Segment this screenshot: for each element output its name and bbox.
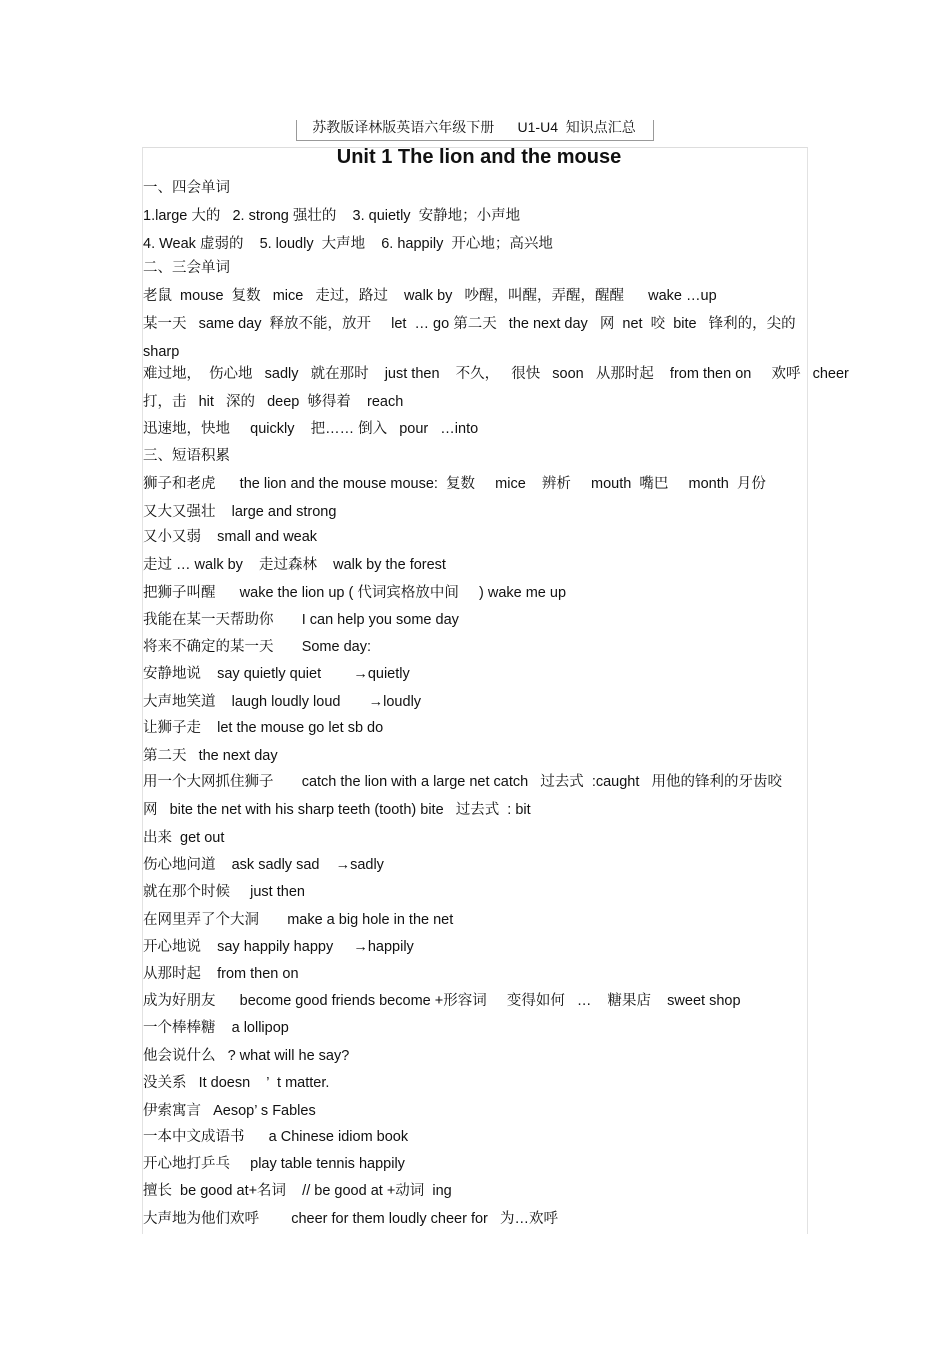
text-line: 三、短语积累	[143, 448, 230, 464]
text-line: 将来不确定的某一天 Some day:	[143, 639, 372, 655]
text-line: 迅速地，快地 quickly 把…… 倒入 pour …into	[143, 421, 479, 437]
text-line: 从那时起 from then on	[143, 966, 299, 982]
text-line: 开心地打乒乓 play table tennis happily	[143, 1156, 405, 1172]
text-line: 1.large 大的 2. strong 强壮的 3. quietly 安静地；小声地	[143, 208, 521, 224]
text-line: 让狮子走 let the mouse go let sb do	[143, 720, 384, 736]
text-line: 他会说什么 ? what will he say?	[143, 1048, 350, 1064]
text-line: 网 bite the net with his sharp teeth (tooth) bite 过去式 : bit	[143, 802, 531, 818]
text-line: 又小又弱 small and weak	[143, 529, 318, 545]
text-line: 出来 get out	[143, 830, 225, 846]
text-line: 二、三会单词	[143, 260, 230, 276]
text-line: 一本中文成语书 a Chinese idiom book	[143, 1129, 409, 1145]
text-line: 狮子和老虎 the lion and the mouse mouse: 复数 mice 辨析 mouth 嘴巴 month 月份	[143, 476, 766, 492]
text-line: 老鼠 mouse 复数 mice 走过，路过 walk by 吵醒，叫醒，弄醒，醒醒 wake …up	[143, 288, 717, 304]
text-line: 又大又强壮 large and strong	[143, 504, 337, 520]
text-line: 把狮子叫醒 wake the lion up ( 代词宾格放中间 ) wake me up	[143, 585, 567, 601]
text-line: 在网里弄了个大洞 make a big hole in the net	[143, 912, 454, 928]
text-line: 打，击 hit 深的 deep 够得着 reach	[143, 394, 404, 410]
text-line: 开心地说 say happily happy →happily	[143, 939, 414, 955]
text-line: 一个棒棒糖 a lollipop	[143, 1020, 289, 1036]
text-line: 成为好朋友 become good friends become +形容词 变得如何 … 糖果店 sweet shop	[143, 993, 741, 1009]
text-line: 难过地， 伤心地 sadly 就在那时 just then 不久， 很快 soon 从那时起 from then on 欢呼 cheer	[143, 366, 849, 382]
text-line: 大声地为他们欢呼 cheer for them loudly cheer for 为…欢呼	[143, 1211, 558, 1227]
text-line: 没关系 It doesn ’ t matter.	[143, 1075, 330, 1091]
text-line: 就在那个时候 just then	[143, 884, 305, 900]
text-line: 第二天 the next day	[143, 748, 278, 764]
text-line: 伤心地问道 ask sadly sad →sadly	[143, 857, 384, 873]
text-line: 伊索寓言 Aesop’ s Fables	[143, 1103, 316, 1119]
text-line: 用一个大网抓住狮子 catch the lion with a large net catch 过去式 :caught 用他的锋利的牙齿咬	[143, 774, 782, 790]
document-header: 苏教版译林版英语六年级下册 U1-U4 知识点汇总	[312, 119, 636, 135]
text-line: 某一天 same day 释放不能，放开 let … go 第二天 the next day 网 net 咬 bite 锋利的，尖的	[143, 316, 796, 332]
text-line: 一、四会单词	[143, 180, 230, 196]
unit-title: Unit 1 The lion and the mouse	[336, 146, 622, 168]
text-line: 擅长 be good at+名词 // be good at +动词 ing	[143, 1183, 452, 1199]
text-line: sharp	[143, 344, 180, 360]
text-line: 我能在某一天帮助你 I can help you some day	[143, 612, 459, 628]
content-frame	[142, 147, 808, 1234]
text-line: 走过 … walk by 走过森林 walk by the forest	[143, 557, 446, 573]
text-line: 安静地说 say quietly quiet →quietly	[143, 666, 410, 682]
text-line: 4. Weak 虚弱的 5. loudly 大声地 6. happily 开心地；高兴地	[143, 236, 553, 252]
text-line: 大声地笑道 laugh loudly loud →loudly	[143, 694, 422, 710]
